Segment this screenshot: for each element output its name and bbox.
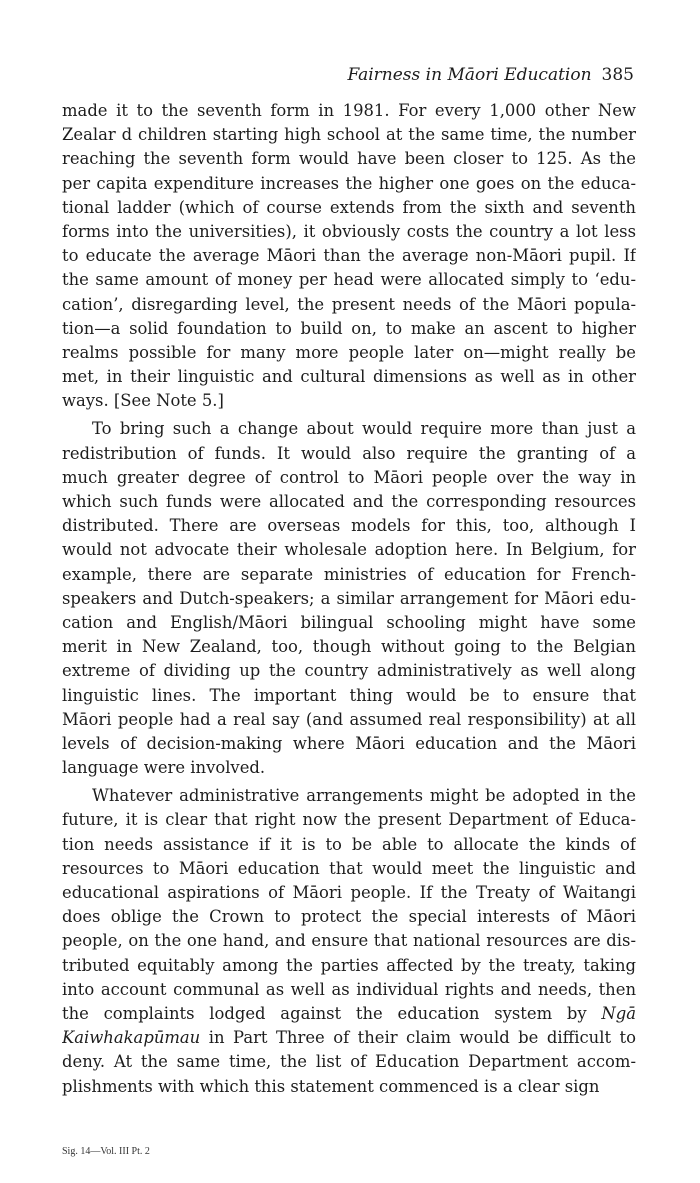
text-line: which such funds were allocated and the corresponding resources <box>62 492 636 511</box>
page-number: 385 <box>601 65 634 85</box>
body-text <box>62 99 636 1103</box>
text-line: forms into the universities), it obviously costs the country a lot less <box>62 221 636 241</box>
text-line: per capita expenditure increases the higher one goes on the educa- <box>62 173 636 193</box>
text-line: language were involved. <box>62 758 266 778</box>
text-line: redistribution of funds. It would also require the granting of a <box>62 443 636 463</box>
text-line: people, on the one hand, and ensure that national resources are dis- <box>62 931 636 951</box>
text-line: ways. [See Note 5.] <box>62 391 224 411</box>
text-line: the same amount of money per head were allocated simply to ‘edu- <box>62 270 636 290</box>
text-line: speakers and Dutch-speakers; a similar arrangement for Māori edu- <box>62 588 636 608</box>
text-line: merit in New Zealand, too, though without going to the Belgian <box>62 637 636 657</box>
text-line: cation and English/Māori bilingual schooling might have some <box>62 612 636 632</box>
text-line: deny. At the same time, the list of Education Department accom- <box>62 1052 636 1072</box>
text-line: tributed equitably among the parties affected by the treaty, taking <box>62 955 636 975</box>
text-line: plishments with which this statement commenced is a clear sign <box>62 1076 600 1096</box>
paragraph <box>62 99 636 413</box>
text-line: Zealar d children starting high school at the same time, the number <box>62 125 636 145</box>
text-line: would not advocate their wholesale adoption here. In Belgium, for <box>62 540 636 560</box>
text-line: realms possible for many more people later on—might really be <box>62 342 636 362</box>
running-head-title: Fairness in Māori Education <box>347 65 592 85</box>
text-line: tion—a solid foundation to build on, to make an ascent to higher <box>62 318 636 338</box>
text-line: resources to Māori education that would meet the linguistic and <box>62 858 636 878</box>
paragraph <box>62 417 636 780</box>
text-line: does oblige the Crown to protect the special interests of Māori <box>62 907 636 927</box>
text-line: cation’, disregarding level, the present needs of the Māori popula- <box>62 294 636 314</box>
text-line: tional ladder (which of course extends from the sixth and seventh <box>62 197 636 217</box>
text-line: educational aspirations of Māori people. If the Treaty of Waitangi <box>62 883 636 902</box>
signature-mark: Sig. 14—Vol. III Pt. 2 <box>62 1146 150 1157</box>
text-line: much greater degree of control to Māori people over the way in <box>62 467 636 487</box>
running-head <box>347 64 634 86</box>
paragraph <box>62 784 636 1098</box>
text-line: linguistic lines. The important thing would be to ensure that <box>62 685 636 705</box>
text-line: levels of decision-making where Māori education and the Māori <box>62 733 636 753</box>
text-line: into account communal as well as individual rights and needs, then <box>62 979 636 999</box>
text-line: the complaints lodged against the education system by Ngā <box>62 1003 636 1023</box>
text-line: Kaiwhakapūmau in Part Three of their claim would be difficult to <box>62 1028 636 1048</box>
text-line: Whatever administrative arrangements might be adopted in the <box>92 786 636 806</box>
text-line: to educate the average Māori than the average non-Māori pupil. If <box>62 246 636 266</box>
text-line: To bring such a change about would require more than just a <box>92 419 636 439</box>
text-line: example, there are separate ministries of education for French- <box>62 564 636 584</box>
text-line: distributed. There are overseas models for this, too, although I <box>62 516 636 536</box>
text-line: Māori people had a real say (and assumed real responsibility) at all <box>62 709 636 729</box>
text-line: met, in their linguistic and cultural dimensions as well as in other <box>62 367 636 387</box>
text-line: tion needs assistance if it is to be able to allocate the kinds of <box>62 834 636 854</box>
text-line: made it to the seventh form in 1981. For every 1,000 other New <box>62 101 636 120</box>
text-line: future, it is clear that right now the present Department of Educa- <box>62 810 636 830</box>
text-line: extreme of dividing up the country administratively as well along <box>62 661 636 681</box>
text-line: reaching the seventh form would have been closer to 125. As the <box>62 149 636 169</box>
